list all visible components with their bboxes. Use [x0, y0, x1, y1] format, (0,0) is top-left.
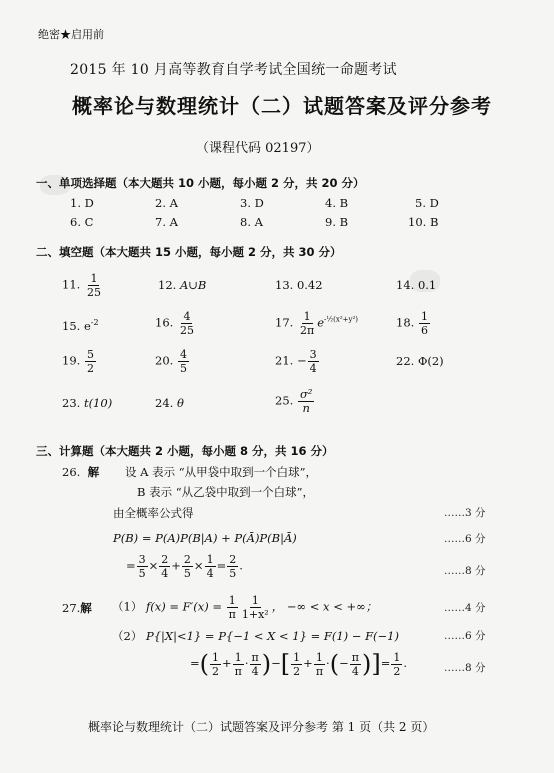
q26-number: 26. 解	[62, 465, 100, 479]
fill-14: 14. 0.1	[396, 278, 437, 292]
page-footer: 概率论与数理统计（二）试题答案及评分参考 第 1 页（共 2 页）	[88, 720, 435, 734]
page-title: 概率论与数理统计（二）试题答案及评分参考	[72, 94, 492, 118]
q27-score2: ……6 分	[444, 630, 486, 642]
fill-23: 23. t(10)	[62, 396, 113, 410]
course-code: （课程代码 02197）	[196, 141, 320, 156]
fill-11: 11. $\frac{1}{25}$	[62, 272, 101, 299]
fill-12: 12. A∪B	[158, 278, 207, 292]
q27-number: 27.解	[62, 601, 92, 615]
answer-3: 3. D	[240, 196, 264, 210]
fill-15: 15. $e^{-2}$	[62, 318, 99, 333]
answer-10: 10. B	[408, 215, 439, 229]
section1-heading: 一、单项选择题（本大题共 10 小题，每小题 2 分，共 20 分）	[36, 176, 365, 190]
fill-19: 19. $\frac{5}{2}$	[62, 348, 94, 375]
answer-6: 6. C	[70, 215, 94, 229]
answer-4: 4. B	[325, 196, 349, 210]
fill-25: 25. $\frac{\text{σ²}}{n}$	[275, 387, 313, 415]
q26-line3: 由全概率公式得	[113, 506, 194, 520]
q26-score2: ……6 分	[444, 533, 486, 545]
answer-2: 2. A	[155, 196, 178, 210]
fill-21: 21. − $\frac{3}{4}$	[275, 348, 317, 375]
fill-16: 16. $\frac{4}{25}$	[155, 310, 194, 337]
q26-line1: 设 A 表示 “从甲袋中取到一个白球”，	[125, 465, 318, 479]
q26-formula: P(B) = P(A)P(B|A) + P(Ā)P(B|Ā)	[113, 531, 297, 545]
fill-24: 24. θ	[155, 396, 184, 410]
exam-line: 2015 年 10 月高等教育自学考试全国统一命题考试	[70, 62, 397, 78]
q27-score1: ……4 分	[444, 602, 486, 614]
q26-line2: B 表示 “从乙袋中取到一个白球”，	[137, 485, 315, 499]
q26-score3: ……8 分	[444, 565, 486, 577]
section2-heading: 二、填空题（本大题共 15 小题，每小题 2 分，共 30 分）	[36, 245, 342, 259]
q26-score1: ……3 分	[444, 507, 486, 519]
answer-7: 7. A	[155, 215, 178, 229]
answer-1: 1. D	[70, 196, 94, 210]
answer-9: 9. B	[325, 215, 349, 229]
answer-5: 5. D	[415, 196, 439, 210]
q26-calc: = $\frac{3}{5}$ × $\frac{2}{4}$ + $\frac{2}{5}$ × $\frac{1}{4}$ = $\frac{2}{5}$ .	[126, 553, 243, 580]
q27-score3: ……8 分	[444, 662, 486, 674]
fill-20: 20. $\frac{4}{5}$	[155, 348, 187, 375]
section3-heading: 三、计算题（本大题共 2 小题，每小题 8 分，共 16 分）	[36, 444, 334, 458]
fill-18: 18. $\frac{1}{6}$	[396, 310, 428, 337]
fill-22: 22. Φ(2)	[396, 354, 444, 368]
answer-8: 8. A	[240, 215, 263, 229]
fill-13: 13. 0.42	[275, 278, 323, 292]
q27-part2: （2） P{|X|<1} = P{−1 < X < 1} = F(1) − F(−1)	[112, 629, 399, 643]
secret-mark: 绝密★启用前	[38, 28, 104, 41]
q27-part1: （1） f(x) = F′(x) = $\frac{1}{\pi}$ $\frac{1}{\text{1+x²}}$ ， −∞ < x < +∞；	[112, 594, 378, 621]
q27-calc: =( $\frac{1}{2}$ + $\frac{1}{\pi}$ · $\frac{\pi}{4}$ )−[ $\frac{1}{2}$ + $\frac{1}{\pi}$ ·(− $\frac{\pi}{4}$ )]= $\frac{1}{2}$ .	[190, 650, 407, 678]
fill-17: 17. $\frac{1}{2\pi}$ $e^{-\frac{1}{2}(x^2+y^2)}$	[275, 310, 358, 337]
